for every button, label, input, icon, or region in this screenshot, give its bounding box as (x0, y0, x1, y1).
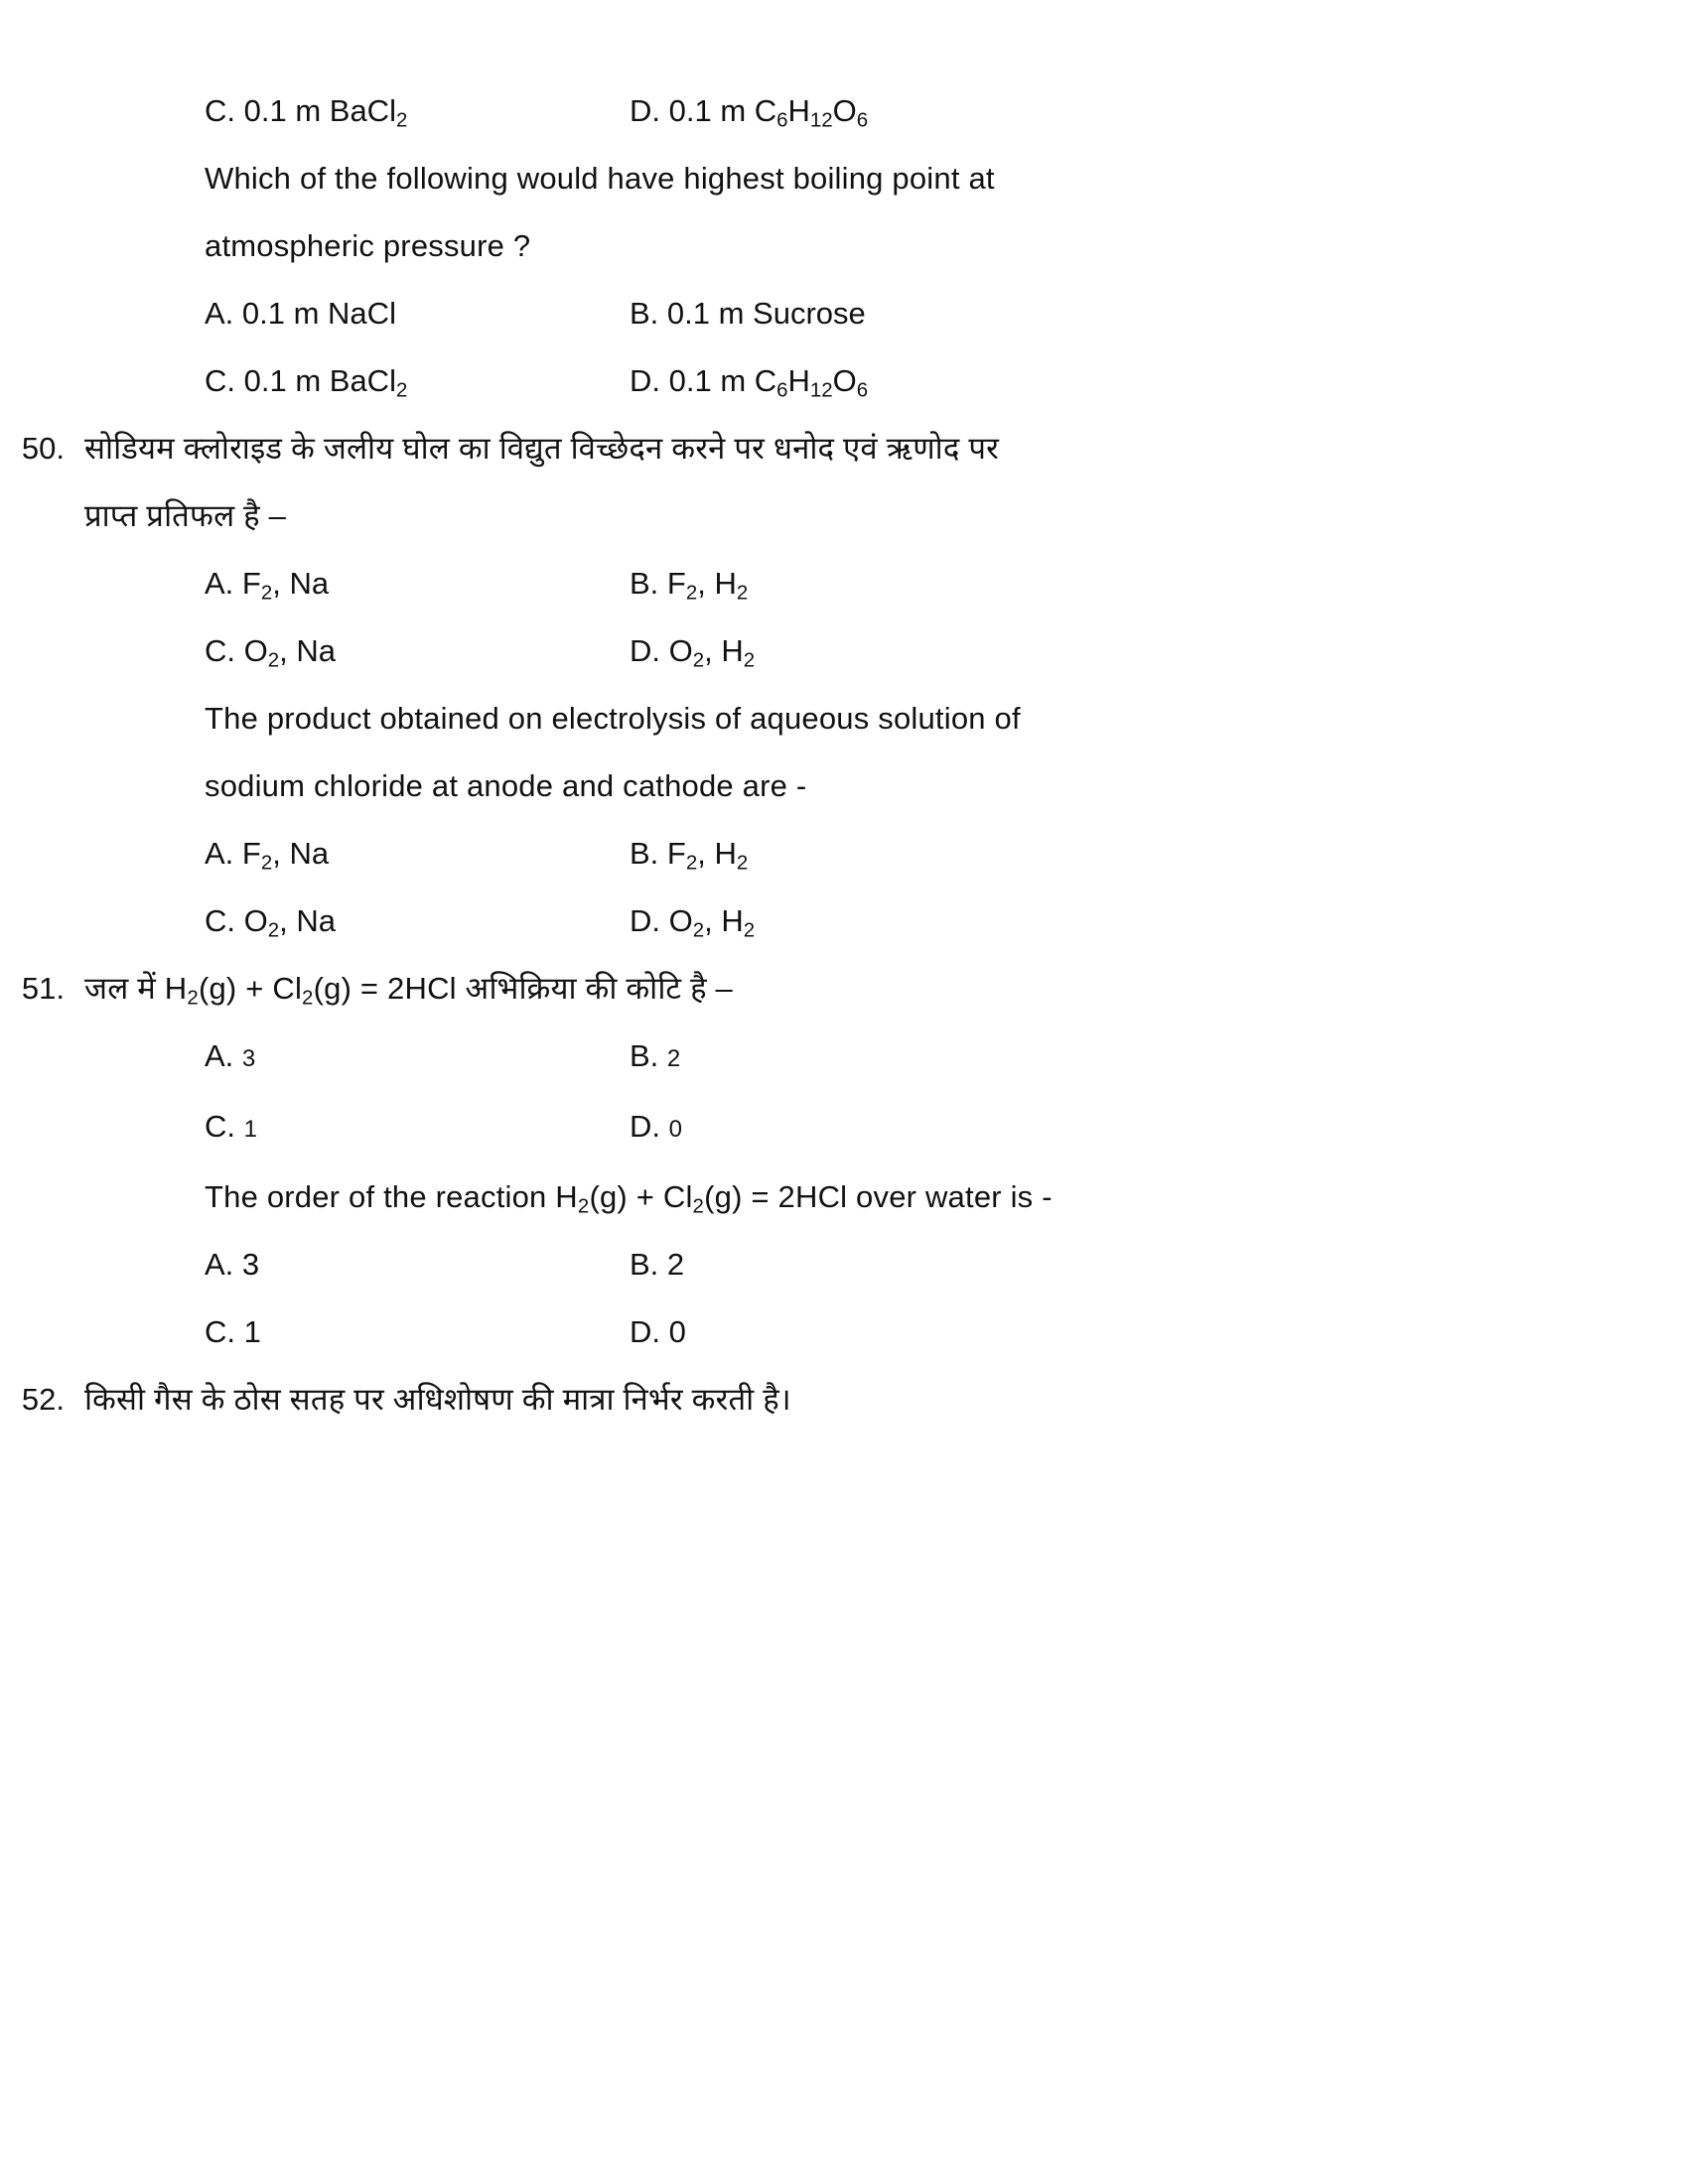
question-stem-line: atmospheric pressure ? (205, 228, 531, 263)
option-value: $F_2$, Na (241, 836, 330, 875)
option-value: 0 (668, 1116, 682, 1143)
option-d[interactable] (630, 617, 1225, 685)
option-label: A. (205, 1038, 242, 1073)
option-value: $F_2$, Na (241, 566, 330, 605)
option-label: D. (630, 363, 669, 398)
option-a[interactable] (205, 820, 630, 887)
option-value: $O_2$, $H_2$ (668, 633, 756, 672)
question-hindi-options-cd (0, 617, 1688, 685)
question-english-options-ab (0, 1231, 1688, 1298)
option-label: C. (205, 903, 244, 938)
option-d[interactable] (630, 1298, 1225, 1366)
question-51 (0, 955, 1688, 1366)
option-d[interactable] (630, 887, 1225, 955)
option-a[interactable] (205, 550, 630, 617)
option-b[interactable] (630, 820, 1225, 887)
question-number: 51. (21, 971, 65, 1006)
option-value: $F_2$, $H_2$ (666, 566, 749, 605)
question-hindi-options-ab (0, 1023, 1688, 1093)
option-label: C. (205, 633, 244, 668)
option-b[interactable] (630, 1023, 1225, 1093)
question-hindi-stem-line (0, 955, 1688, 1023)
option-label: B. (630, 566, 667, 601)
question-stem-text: सोडियम क्लोराइड के जलीय घोल का विद्युत विच्छेदन करने पर धनोद एवं ऋणोद पर (84, 431, 1000, 466)
option-c[interactable] (205, 617, 630, 685)
option-c[interactable] (205, 1093, 630, 1163)
q49-english-options-ab (0, 280, 1688, 347)
option-label: B. (630, 1038, 667, 1073)
option-c[interactable] (205, 77, 630, 145)
option-c[interactable] (205, 347, 630, 415)
option-label: D. (630, 93, 669, 128)
question-english-stem-line (0, 1163, 1688, 1231)
question-hindi-options-ab (0, 550, 1688, 617)
question-52 (0, 1366, 1688, 1433)
question-english-options-ab (0, 820, 1688, 887)
option-d[interactable] (630, 1093, 1225, 1163)
option-c[interactable] (205, 887, 630, 955)
q49-english-options-cd (0, 347, 1688, 415)
option-label: A. (205, 296, 242, 331)
question-50 (0, 415, 1688, 955)
question-hindi-options-cd (0, 1093, 1688, 1163)
page-content (0, 77, 1688, 1433)
option-value: 1 (243, 1314, 261, 1349)
question-number: 50. (21, 431, 65, 466)
option-label: D. (630, 1109, 669, 1144)
option-label: B. (630, 296, 667, 331)
question-stem-text: जल में $H_2(g) + Cl_2(g) = 2HCl$ अभिक्रिया की कोटि है – (84, 971, 733, 1010)
option-a[interactable] (205, 280, 630, 347)
option-d[interactable] (630, 77, 1225, 145)
question-hindi-stem-line (0, 482, 1688, 550)
question-hindi-stem-line (0, 1366, 1688, 1433)
question-stem-text: sodium chloride at anode and cathode are - (205, 768, 807, 803)
q49-hindi-options-cd (0, 77, 1688, 145)
option-label: C. (205, 1314, 244, 1349)
option-label: D. (630, 903, 669, 938)
option-value: 0 (668, 1314, 686, 1349)
question-english-options-cd (0, 887, 1688, 955)
option-b[interactable] (630, 1231, 1225, 1298)
question-stem-line: Which of the following would have highest boiling point at (205, 161, 995, 196)
option-value: 0.1 m NaCl (241, 296, 396, 331)
option-c[interactable] (205, 1298, 630, 1366)
option-a[interactable] (205, 1023, 630, 1093)
option-value: 2 (666, 1247, 685, 1282)
question-hindi-stem-line (0, 415, 1688, 482)
option-value: $F_2$, $H_2$ (666, 836, 749, 875)
option-label: B. (630, 1247, 667, 1282)
option-value: 0.1 m $C_6H_{12}O_6$ (668, 363, 869, 402)
question-stem-text: प्राप्त प्रतिफल है – (84, 498, 287, 533)
question-english-options-cd (0, 1298, 1688, 1366)
option-label: B. (630, 836, 667, 871)
option-b[interactable] (630, 280, 1225, 347)
question-stem-text: The product obtained on electrolysis of aqueous solution of (205, 701, 1021, 736)
option-value: 3 (241, 1247, 260, 1282)
option-b[interactable] (630, 550, 1225, 617)
option-a[interactable] (205, 1231, 630, 1298)
question-stem-text: The order of the reaction $H_2(g) + Cl_2(g) = 2HCl$ over water is - (205, 1179, 1053, 1218)
option-value: 2 (666, 1045, 681, 1072)
option-value: 3 (241, 1045, 256, 1072)
q49-english-stem-line (0, 212, 1688, 280)
option-label: C. (205, 1109, 244, 1144)
option-value: 0.1 m $C_6H_{12}O_6$ (668, 93, 869, 132)
option-label: D. (630, 633, 669, 668)
option-label: A. (205, 836, 242, 871)
option-value: $O_2$, Na (243, 903, 336, 942)
option-value: $O_2$, $H_2$ (668, 903, 756, 942)
option-d[interactable] (630, 347, 1225, 415)
option-value: 0.1 m BaCl$_2$ (243, 363, 408, 402)
option-label: A. (205, 566, 242, 601)
option-label: D. (630, 1314, 669, 1349)
option-value: $O_2$, Na (243, 633, 336, 672)
option-label: A. (205, 1247, 242, 1282)
question-english-stem-line (0, 752, 1688, 820)
question-english-stem-line (0, 685, 1688, 752)
question-number: 52. (21, 1382, 65, 1417)
option-label: C. (205, 363, 244, 398)
option-value: 1 (243, 1116, 257, 1143)
option-value: 0.1 m Sucrose (666, 296, 866, 331)
option-value: 0.1 m BaCl$_2$ (243, 93, 408, 132)
q49-english-stem-line (0, 145, 1688, 212)
option-label: C. (205, 93, 244, 128)
question-stem-text: किसी गैस के ठोस सतह पर अधिशोषण की मात्रा निर्भर करती है। (84, 1382, 791, 1417)
